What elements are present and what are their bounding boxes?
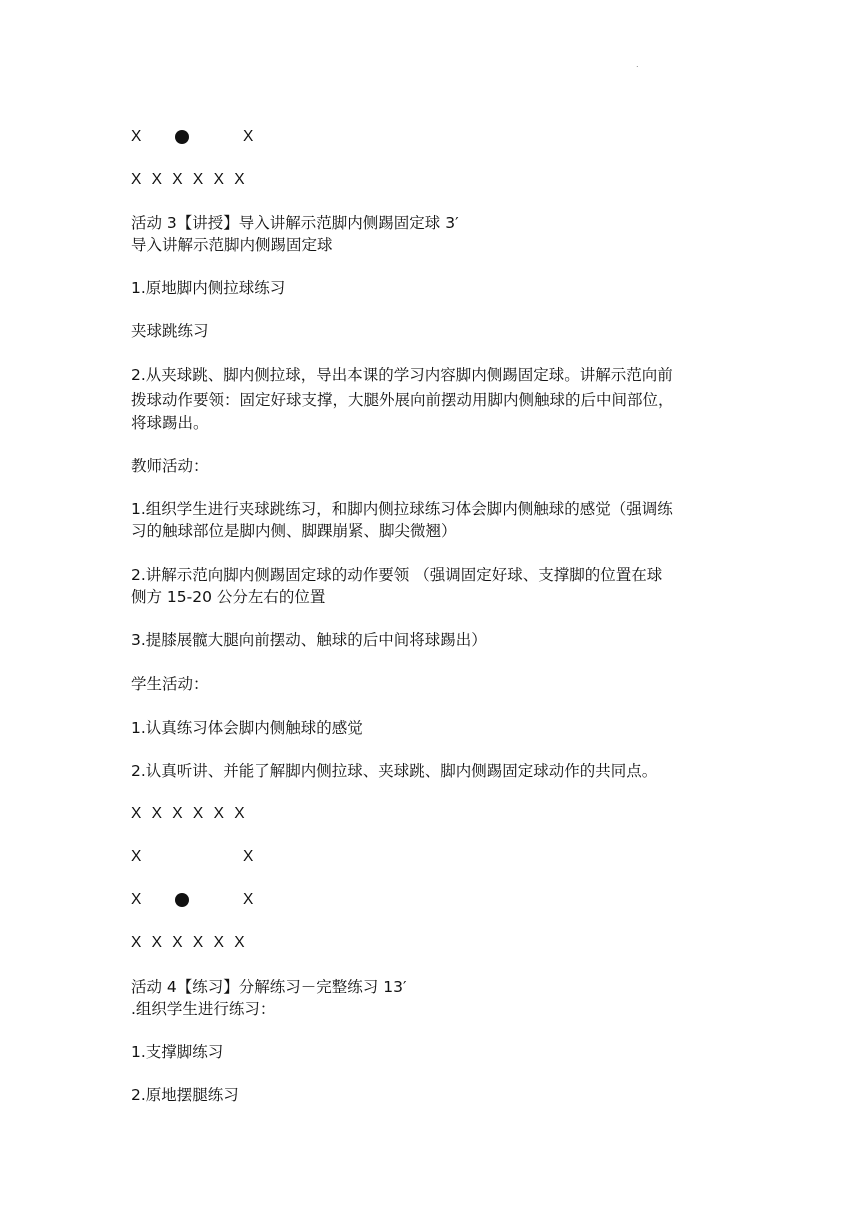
page-mark: . [636,60,639,69]
teacher-item-2-line-1: 2.讲解示范向脚内侧踢固定球的动作要领 （强调固定好球、支撑脚的位置在球 [131,566,663,584]
exercise-item-2: 2.原地摆腿练习 [131,1086,239,1104]
formation-x-left: X [131,891,142,908]
formation-line-3: X X X X X X [131,934,248,951]
teacher-item-1-line-2: 习的触球部位是脚内侧、脚踝崩紧、脚尖微翘） [131,522,457,540]
formation-x-right: X [243,848,254,865]
activity-4-subtitle: .组织学生进行练习： [131,1000,276,1018]
teacher-activity-title: 教师活动： [131,457,209,475]
activity-3-subtitle: 导入讲解示范脚内侧踢固定球 [131,236,333,254]
paragraph-3-line-2: 拨球动作要领：固定好球支撑，大腿外展向前摆动用脚内侧触球的后中间部位， [131,391,674,409]
ball-icon [175,130,189,144]
teacher-item-3: 3.提膝展髋大腿向前摆动、触球的后中间将球踢出） [131,631,487,649]
student-item-1: 1.认真练习体会脚内侧触球的感觉 [131,719,363,737]
paragraph-1: 1.原地脚内侧拉球练习 [131,279,286,297]
formation-x-right: X [243,891,254,908]
formation-row-2 [131,844,311,870]
student-activity-title: 学生活动： [131,675,209,693]
exercise-item-1: 1.支撑脚练习 [131,1043,224,1061]
formation-line-1: X X X X X X [131,171,248,188]
activity-4-title: 活动 4【练习】分解练习－完整练习 13′ [131,978,407,996]
formation-line-2: X X X X X X [131,805,248,822]
paragraph-3-line-3: 将球踢出。 [131,414,209,432]
teacher-item-2-line-2: 侧方 15-20 公分左右的位置 [131,588,326,606]
formation-row-ball-2 [131,887,311,913]
teacher-item-1-line-1: 1.组织学生进行夹球跳练习，和脚内侧拉球练习体会脚内侧触球的感觉（强调练 [131,500,673,518]
paragraph-2: 夹球跳练习 [131,322,209,340]
formation-x-right: X [243,128,254,145]
paragraph-3-line-1: 2.从夹球跳、脚内侧拉球，导出本课的学习内容脚内侧踢固定球。讲解示范向前 [131,366,673,384]
ball-icon [175,893,189,907]
student-item-2: 2.认真听讲、并能了解脚内侧拉球、夹球跳、脚内侧踢固定球动作的共同点。 [131,762,658,780]
formation-x-left: X [131,848,142,865]
formation-x-left: X [131,128,142,145]
formation-row-ball-1 [131,124,311,150]
activity-3-title: 活动 3【讲授】导入讲解示范脚内侧踢固定球 3′ [131,214,459,232]
